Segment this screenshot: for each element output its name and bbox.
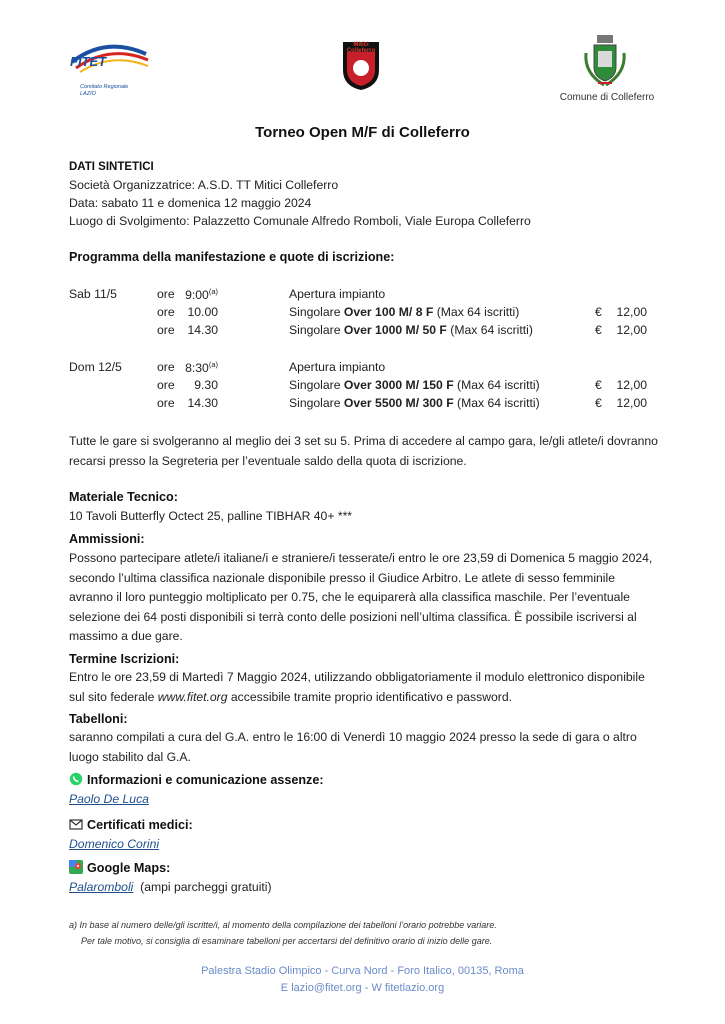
maps-link[interactable]: Palaromboli bbox=[69, 880, 134, 894]
tabelloni-heading: Tabelloni: bbox=[69, 712, 128, 726]
cert-link[interactable]: Domenico Corini bbox=[69, 837, 160, 851]
programma-time bbox=[170, 305, 218, 319]
dati-heading: DATI SINTETICI bbox=[69, 161, 154, 173]
programma-currency: € bbox=[595, 396, 602, 410]
maps-note: (ampi parcheggi gratuiti) bbox=[140, 880, 272, 894]
materiale-section bbox=[69, 487, 352, 525]
termine-text bbox=[69, 668, 659, 707]
programma-event-category: Over 3000 M/ 150 F bbox=[343, 378, 454, 392]
programma-ore: ore bbox=[157, 360, 175, 374]
termine-section bbox=[69, 650, 659, 707]
programma-event-post: (Max 64 iscritti) bbox=[433, 305, 520, 319]
programma-ore: ore bbox=[157, 305, 175, 319]
info-contact bbox=[69, 771, 324, 809]
dati-line: Società Organizzatrice: A.S.D. TT Mitici Colleferro bbox=[69, 178, 339, 192]
programma-event bbox=[289, 396, 540, 410]
programma-currency: € bbox=[595, 378, 602, 392]
ammissioni-section bbox=[69, 529, 659, 647]
programma-event-category: Over 100 M/ 8 F bbox=[343, 305, 434, 319]
programma-event-pre: Apertura impianto bbox=[289, 287, 386, 301]
tabelloni-section bbox=[69, 710, 659, 767]
maps-heading: Google Maps: bbox=[87, 861, 171, 875]
programma-event-pre: Singolare bbox=[289, 305, 344, 319]
dati-section bbox=[69, 158, 531, 230]
dati-line: Luogo di Svolgimento: Palazzetto Comunale Alfredo Romboli, Viale Europa Colleferro bbox=[69, 214, 531, 228]
programma-ore: ore bbox=[157, 287, 175, 301]
programma-heading: Programma della manifestazione e quote di iscrizione: bbox=[69, 250, 395, 264]
programma-ore: ore bbox=[157, 396, 175, 410]
programma-event-post: (Max 64 iscritti) bbox=[453, 396, 540, 410]
comune-label: Comune di Colleferro bbox=[559, 92, 655, 103]
programma-row bbox=[0, 305, 725, 323]
programma-day: Sab 11/5 bbox=[69, 287, 117, 301]
footer-address: Palestra Stadio Olimpico - Curva Nord - Foro Italico, 00135, Roma bbox=[201, 965, 524, 977]
mitici-logo-text: Mitici Colleferro bbox=[346, 42, 376, 54]
info-link[interactable]: Paolo De Luca bbox=[69, 792, 149, 806]
ammissioni-text: Possono partecipare atlete/i italiane/i e straniere/i tesserate/i entro le ore 23,59 di Domenica 5 maggio 2024, secondo l’ultima classifica nazionale disponibile presso il Giudice Arbitro. Le atlete di sesso femminile avranno il loro punteggio moltiplicato per 0.75, che le equiparerà alla classifica maschile. Per l’eventuale selezione dei 64 posti disponibili si terrà conto delle posizioni nell’ultima classifica. È possibile iscriversi al massimo a due gare. bbox=[69, 551, 653, 643]
cert-contact bbox=[69, 816, 193, 854]
programma-event-category: Over 5500 M/ 300 F bbox=[343, 396, 454, 410]
programma-event-pre: Singolare bbox=[289, 396, 344, 410]
programma-price: 12,00 bbox=[616, 396, 647, 410]
programma-time-value: 9.30 bbox=[194, 378, 218, 392]
footnote bbox=[69, 917, 669, 949]
programma-currency: € bbox=[595, 323, 602, 337]
programma-price: 12,00 bbox=[616, 378, 647, 392]
programma-row bbox=[0, 323, 725, 341]
info-heading: Informazioni e comunicazione assenze: bbox=[87, 773, 324, 787]
programma-event-category: Over 1000 M/ 50 F bbox=[343, 323, 447, 337]
footnote-line: Per tale motivo, si consiglia di esaminare tabelloni per accertarsi del definitivo orario di inizio delle gare. bbox=[81, 936, 493, 946]
programma-row bbox=[0, 360, 725, 378]
programma-row bbox=[0, 287, 725, 305]
envelope-icon bbox=[69, 817, 83, 831]
programma-price: 12,00 bbox=[616, 305, 647, 319]
programma-event-post: (Max 64 iscritti) bbox=[446, 323, 533, 337]
programma-time-value: 14.30 bbox=[187, 323, 218, 337]
programma-time bbox=[170, 378, 218, 392]
termine-heading: Termine Iscrizioni: bbox=[69, 652, 180, 666]
page-title: Torneo Open M/F di Colleferro bbox=[255, 124, 470, 141]
fitet-logo bbox=[66, 40, 152, 102]
programma-row bbox=[0, 396, 725, 414]
programma-event bbox=[289, 378, 540, 392]
materiale-text: 10 Tavoli Butterfly Octect 25, palline TIBHAR 40+ *** bbox=[69, 509, 353, 523]
programma-time-note: (a) bbox=[208, 360, 218, 369]
google-maps-icon bbox=[69, 860, 83, 874]
programma-time-value: 14.30 bbox=[187, 396, 218, 410]
ammissioni-heading: Ammissioni: bbox=[69, 532, 145, 546]
mitici-logo bbox=[341, 40, 381, 92]
programma-time-value: 8:30 bbox=[185, 361, 209, 376]
fitet-logo-text: FITET bbox=[70, 54, 107, 69]
fitet-logo-sub: Comitato Regionale LAZIO bbox=[80, 84, 129, 97]
programma-event-pre: Singolare bbox=[289, 323, 344, 337]
fitet-site: www.fitet.org bbox=[157, 689, 228, 704]
dati-line: Data: sabato 11 e domenica 12 maggio 2024 bbox=[69, 196, 312, 210]
tabelloni-text: saranno compilati a cura del G.A. entro le 16:00 di Venerdì 10 maggio 2024 presso la sede di gara o altro luogo stabilito dal G.A. bbox=[69, 730, 637, 764]
footer-contacts: E lazio@fitet.org - W fitetlazio.org bbox=[280, 982, 445, 994]
whatsapp-icon bbox=[69, 772, 83, 786]
page-footer bbox=[0, 963, 725, 997]
programma-event-pre: Singolare bbox=[289, 378, 344, 392]
cert-heading: Certificati medici: bbox=[87, 818, 193, 832]
programma-event bbox=[289, 323, 533, 337]
programma-time-note: (a) bbox=[208, 287, 218, 296]
programma-currency: € bbox=[595, 305, 602, 319]
programma-time bbox=[170, 323, 218, 337]
programma-event bbox=[289, 360, 385, 374]
termine-text-after: accessibile tramite proprio identificativo e password. bbox=[227, 689, 513, 704]
programma-time-value: 9:00 bbox=[185, 288, 209, 303]
programma-price: 12,00 bbox=[616, 323, 647, 337]
programma-event-pre: Apertura impianto bbox=[289, 360, 386, 374]
programma-event bbox=[289, 305, 519, 319]
programma-row bbox=[0, 378, 725, 396]
programma-ore: ore bbox=[157, 323, 175, 337]
programma-time bbox=[170, 360, 218, 375]
maps-contact bbox=[69, 859, 272, 897]
programma-time bbox=[170, 287, 218, 302]
programma-time-value: 10.00 bbox=[187, 305, 218, 319]
programma-day: Dom 12/5 bbox=[69, 360, 122, 374]
intro-paragraph: Tutte le gare si svolgeranno al meglio dei 3 set su 5. Prima di accedere al campo gara, le/gli atlete/i dovranno recarsi presso la Segreteria per l’eventuale saldo della quota di iscrizione. bbox=[69, 434, 658, 468]
termine-text-before: Entro le ore 23,59 di Martedì 7 Maggio 2024, utilizzando obbligatoriamente il modulo elettronico disponibile sul sito federale bbox=[69, 670, 645, 704]
programma-event bbox=[289, 287, 385, 301]
programma-time bbox=[170, 396, 218, 410]
programma-event-post: (Max 64 iscritti) bbox=[453, 378, 540, 392]
footnote-line: a) In base al numero delle/gli iscritte/i, al momento della compilazione dei tabelloni l’orario potrebbe variare. bbox=[69, 920, 497, 930]
materiale-heading: Materiale Tecnico: bbox=[69, 490, 178, 504]
comune-crest bbox=[582, 33, 628, 89]
programma-ore: ore bbox=[157, 378, 175, 392]
